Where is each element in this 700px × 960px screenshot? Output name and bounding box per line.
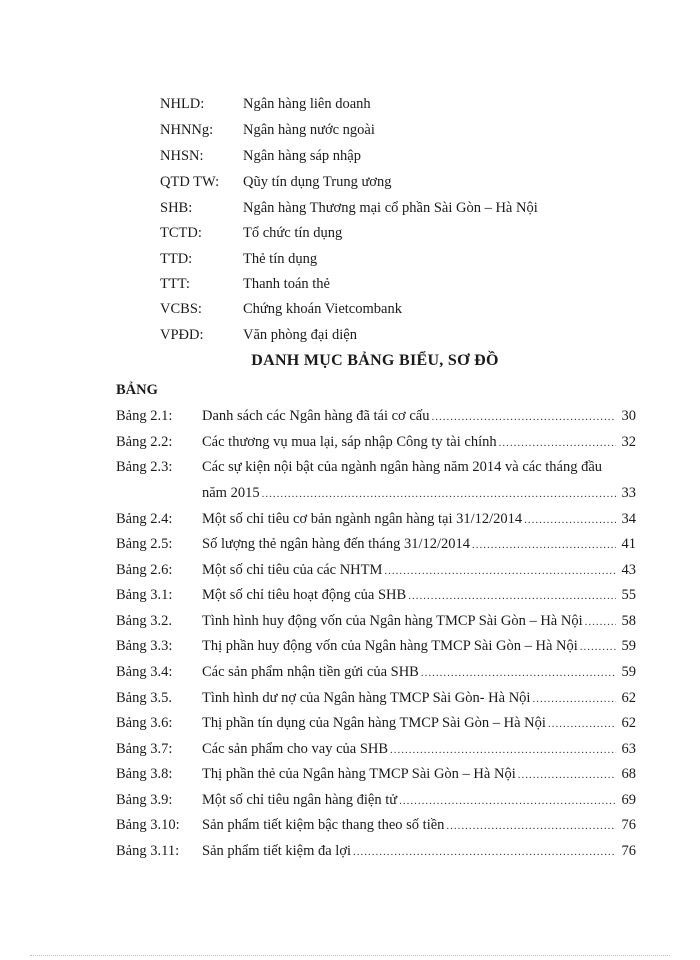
abbreviation-code: SHB: [160,200,193,216]
page-number: 69 [621,792,636,808]
page-number: 55 [621,587,636,603]
toc-entry[interactable] [116,406,636,426]
toc-entry[interactable] [116,713,636,733]
table-title: Một số chỉ tiêu hoạt động của SHB [202,587,407,603]
section-heading: BẢNG [116,382,158,398]
leader-dots [384,561,616,581]
leader-dots [399,791,616,811]
leader-dots [446,816,616,836]
leader-dots [518,765,616,785]
toc-entry-continuation[interactable] [116,483,636,503]
toc-entry[interactable] [116,790,636,810]
page-number: 62 [621,715,636,731]
page-number: 30 [621,408,636,424]
table-title: Sản phẩm tiết kiệm đa lợi [202,843,352,859]
table-label: Bảng 3.2. [116,613,172,629]
toc-entry[interactable] [116,432,636,452]
table-label: Bảng 3.10: [116,817,180,833]
table-title: Các thương vụ mua lại, sáp nhập Công ty tài chính [202,434,497,450]
abbreviation-code: TTD: [160,251,193,267]
table-title: Tình hình dư nợ của Ngân hàng TMCP Sài Gòn- Hà Nội [202,690,531,706]
abbreviation-code: QTD TW: [160,174,220,190]
abbreviation-definition: Chứng khoán Vietcombank [243,301,402,317]
toc-entry[interactable] [116,509,636,529]
abbreviation-code: NHLD: [160,96,205,112]
leader-dots [532,689,616,709]
toc-entry[interactable] [116,815,636,835]
leader-dots [472,535,616,555]
table-title: Một số chỉ tiêu của các NHTM [202,562,383,578]
table-label: Bảng 2.4: [116,511,173,527]
toc-entry[interactable] [116,764,636,784]
toc-entry[interactable] [116,611,636,631]
table-label: Bảng 3.11: [116,843,180,859]
toc-entry[interactable] [116,457,636,477]
table-title: Một số chỉ tiêu ngân hàng điện tử [202,792,398,808]
abbreviation-definition: Thanh toán thẻ [243,276,330,292]
leader-dots [580,637,616,657]
abbreviation-code: VCBS: [160,301,202,317]
leader-dots [262,484,616,504]
table-title: Các sự kiện nội bật của ngành ngân hàng năm 2014 và các tháng đầu [202,459,603,475]
leader-dots [499,433,616,453]
leader-dots [524,510,616,530]
table-title-continuation: năm 2015 [202,485,260,501]
table-title: Các sản phẩm cho vay của SHB [202,741,389,757]
page-number: 76 [621,817,636,833]
toc-entry[interactable] [116,662,636,682]
table-title: Thị phần thẻ của Ngân hàng TMCP Sài Gòn – Hà Nội [202,766,516,782]
page-number: 32 [621,434,636,450]
abbreviation-code: NHNNg: [160,122,214,138]
leader-dots [585,612,616,632]
table-title: Danh sách các Ngân hàng đã tái cơ cấu [202,408,430,424]
abbreviation-code: VPĐD: [160,327,204,343]
toc-entry[interactable] [116,534,636,554]
abbreviation-definition: Ngân hàng sáp nhập [243,148,361,164]
page-number: 59 [621,638,636,654]
table-label: Bảng 3.9: [116,792,173,808]
table-title: Thị phần huy động vốn của Ngân hàng TMCP Sài Gòn – Hà Nội [202,638,578,654]
table-label: Bảng 2.2: [116,434,173,450]
toc-entry[interactable] [116,560,636,580]
page-number: 68 [621,766,636,782]
toc-entry[interactable] [116,688,636,708]
table-label: Bảng 2.6: [116,562,173,578]
table-label: Bảng 3.4: [116,664,173,680]
page-number: 59 [621,664,636,680]
abbreviation-definition: Ngân hàng nước ngoài [243,122,375,138]
toc-entry[interactable] [116,585,636,605]
page-number: 58 [621,613,636,629]
toc-entry[interactable] [116,841,636,861]
leader-dots [421,663,616,683]
table-title: Các sản phẩm nhận tiền gửi của SHB [202,664,419,680]
table-title: Sản phẩm tiết kiệm bậc thang theo số tiền [202,817,445,833]
table-title: Số lượng thẻ ngân hàng đến tháng 31/12/2014 [202,536,471,552]
table-label: Bảng 3.1: [116,587,173,603]
leader-dots [408,586,616,606]
page-bottom-divider [30,955,670,956]
leader-dots [548,714,616,734]
table-title: Tình hình huy động vốn của Ngân hàng TMCP Sài Gòn – Hà Nội [202,613,583,629]
table-label: Bảng 3.7: [116,741,173,757]
table-label: Bảng 3.6: [116,715,173,731]
abbreviation-definition: Tổ chức tín dụng [243,225,343,241]
abbreviation-code: TCTD: [160,225,202,241]
abbreviation-definition: Ngân hàng liên doanh [243,96,371,112]
abbreviation-code: TTT: [160,276,190,292]
page-number: 62 [621,690,636,706]
page-number: 63 [621,741,636,757]
leader-dots [390,740,616,760]
abbreviation-code: NHSN: [160,148,204,164]
table-label: Bảng 2.1: [116,408,173,424]
leader-dots [353,842,616,862]
page-number: 41 [621,536,636,552]
page-number: 76 [621,843,636,859]
page-number: 34 [621,511,636,527]
table-label: Bảng 3.3: [116,638,173,654]
table-label: Bảng 2.3: [116,459,173,475]
table-title: Một số chỉ tiêu cơ bản ngành ngân hàng tại 31/12/2014 [202,511,523,527]
table-title: Thị phần tín dụng của Ngân hàng TMCP Sài Gòn – Hà Nội [202,715,546,731]
abbreviation-definition: Ngân hàng Thương mại cổ phần Sài Gòn – Hà Nội [243,200,538,216]
list-of-tables-title: DANH MỤC BẢNG BIỂU, SƠ ĐỒ [251,352,499,369]
page-number: 33 [621,485,636,501]
abbreviation-definition: Thẻ tín dụng [243,251,318,267]
leader-dots [431,407,616,427]
abbreviation-definition: Văn phòng đại diện [243,327,357,343]
table-label: Bảng 2.5: [116,536,173,552]
page-number: 43 [621,562,636,578]
table-label: Bảng 3.5. [116,690,172,706]
toc-entry[interactable] [116,636,636,656]
toc-entry[interactable] [116,739,636,759]
abbreviation-definition: Qũy tín dụng Trung ương [243,174,392,190]
table-label: Bảng 3.8: [116,766,173,782]
